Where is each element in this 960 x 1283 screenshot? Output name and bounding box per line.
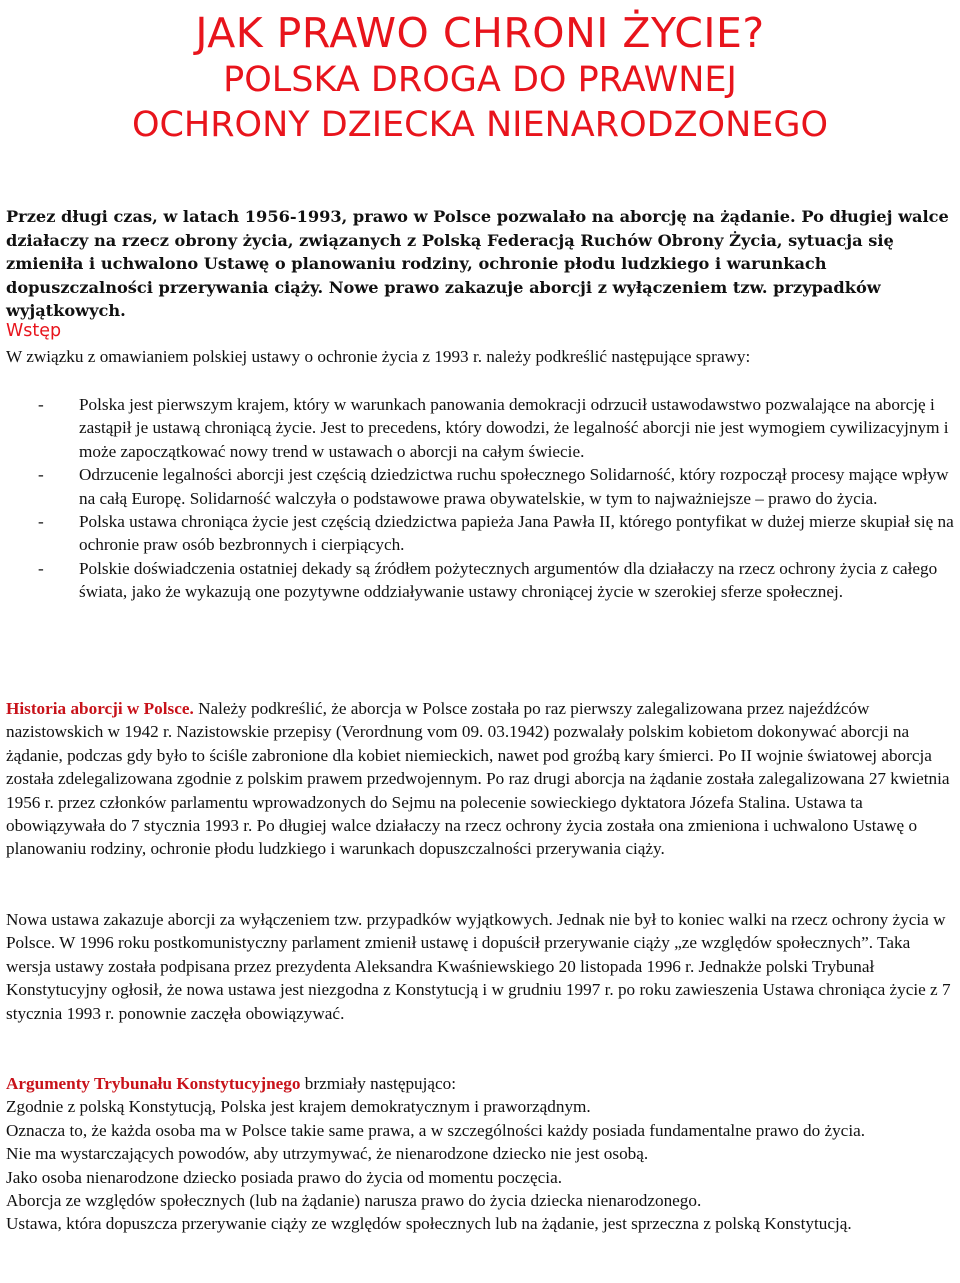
argument-line: Oznacza to, że każda osoba ma w Polsce takie same prawa, a w szczególności każdy posiada fundamentalne prawo do życia. <box>6 1120 866 1140</box>
historia-text: Należy podkreślić, że aborcja w Polsce została po raz pierwszy zalegalizowana przez najeźdźców nazistowskich w 1942 r. Nazistowskie przepisy (Verordnung vom 09. 03.1942) pozwalały polskim kobietom dokonywać aborcji na żądanie, podczas gdy było to ściśle zabronione dla kobiet niemieckich, nawet pod groźbą kary śmierci. Po II wojnie światowej aborcja została zdelegalizowana zgodnie z polskim prawem przedwojennym. Po raz drugi aborcja na żądanie została zalegalizowana 27 kwietnia 1956 r. przez członków parlamentu wprowadzonych do Sejmu na polecenie sowieckiego dyktatora Józefa Stalina. Ustawa ta obowiązywała do 7 stycznia 1993 r. Po długiej walce działaczy na rzecz ochrony życia została ona zmieniona i uchwalono Ustawę o planowaniu rodziny, ochronie płodu ludzkiego i warunkach dopuszczalności przerywania ciąży. <box>6 699 950 859</box>
list-item <box>6 557 956 604</box>
section-heading-wstep: Wstęp <box>6 321 62 341</box>
list-dash: - <box>38 395 44 414</box>
section-heading-historia: Historia aborcji w Polsce. <box>6 699 194 718</box>
list-item-text: Polska jest pierwszym krajem, który w warunkach panowania demokracji odrzucił ustawodawstwo pozwalające na aborcję i zastąpił je ustawą chroniącą życie. Jest to precedens, który dowodzi, że legalność aborcji nie jest wymogiem cywilizacyjnym i może zapoczątkować nowy trend w ustawach o aborcji na całym świecie. <box>79 395 949 461</box>
title-line-2: POLSKA DROGA DO PRAWNEJ <box>223 60 737 100</box>
historia-paragraph <box>6 697 954 861</box>
argument-line: Jako osoba nienarodzone dziecko posiada prawo do życia od momentu poczęcia. <box>6 1167 563 1187</box>
document-title <box>0 8 960 148</box>
argument-line: Aborcja ze względów społecznych (lub na żądanie) narusza prawo do życia dziecka nienarodzonego. <box>6 1191 702 1211</box>
list-item-text: Polskie doświadczenia ostatniej dekady są źródłem pożytecznych argumentów dla działaczy na rzecz ochrony życia z całego świata, jako że wykazują one pozytywne oddziaływanie ustawy chroniącej życie w szerokiej sferze społecznej. <box>79 558 938 602</box>
argumenty-section <box>6 1072 954 1236</box>
title-line-3: OCHRONY DZIECKA NIENARODZONEGO <box>131 105 829 145</box>
list-item <box>6 510 956 557</box>
section-heading-argumenty: Argumenty Trybunału Konstytucyjnego <box>6 1074 301 1093</box>
argumenty-heading-line <box>6 1072 954 1095</box>
argumenty-heading-tail: brzmiały następująco: <box>300 1074 457 1093</box>
intro-paragraph: Przez długi czas, w latach 1956-1993, prawo w Polsce pozwalało na aborcję na żądanie. Po długiej walce działaczy na rzecz obrony życia, związanych z Polską Federacją Ruchów Obrony Życia, sytuacja się zmieniła i uchwalono Ustawę o planowaniu rodziny, ochronie płodu ludzkiego i warunkach dopuszczalności przerywania ciąży. Nowe prawo zakazuje aborcji z wyłączeniem tzw. przypadków wyjątkowych. <box>6 207 949 320</box>
argument-line: Ustawa, która dopuszcza przerywanie ciąży ze względów społecznych lub na żądanie, jest sprzeczna z polską Konstytucją. <box>6 1214 852 1234</box>
list-dash: - <box>38 512 44 532</box>
wstep-lead-paragraph: W związku z omawianiem polskiej ustawy o ochronie życia z 1993 r. należy podkreślić następujące sprawy: <box>6 347 751 366</box>
title-line-1: JAK PRAWO CHRONI ŻYCIE? <box>195 9 765 57</box>
argument-line: Nie ma wystarczających powodów, aby utrzymywać, że nienarodzone dziecko nie jest osobą. <box>6 1144 649 1164</box>
wstep-list <box>6 393 956 604</box>
nowa-ustawa-paragraph: Nowa ustawa zakazuje aborcji za wyłączeniem tzw. przypadków wyjątkowych. Jednak nie był to koniec walki na rzecz ochrony życia w Polsce. W 1996 roku postkomunistyczny parlament zmienił ustawę i dopuścił przerywanie ciąży „ze względów społecznych”. Taka wersja ustawy została podpisana przez prezydenta Aleksandra Kwaśniewskiego 20 listopada 1996 r. Jednakże polski Trybunał Konstytucyjny ogłosił, że nowa ustawa jest niezgodna z Konstytucją i w grudniu 1997 r. po roku zawieszenia Ustawa chroniąca życie z 7 stycznia 1993 r. ponownie zaczęła obowiązywać. <box>6 910 951 1023</box>
list-dash: - <box>38 465 44 485</box>
list-item-text: Polska ustawa chroniąca życie jest częścią dziedzictwa papieża Jana Pawła II, którego pontyfikat w dużej mierze skupiał się na ochronie praw osób bezbronnych i cierpiących. <box>79 512 954 555</box>
list-dash: - <box>38 558 44 578</box>
list-item <box>6 463 956 510</box>
list-item-text: Odrzucenie legalności aborcji jest częścią dziedzictwa ruchu społecznego Solidarność, który rozpoczął procesy mające wpływ na całą Europę. Solidarność walczyła o podstawowe prawa obywatelskie, w tym to najważniejsze – prawo do życia. <box>79 465 949 508</box>
argument-line: Zgodnie z polską Konstytucją, Polska jest krajem demokratycznym i praworządnym. <box>6 1097 591 1117</box>
list-item <box>6 393 956 463</box>
